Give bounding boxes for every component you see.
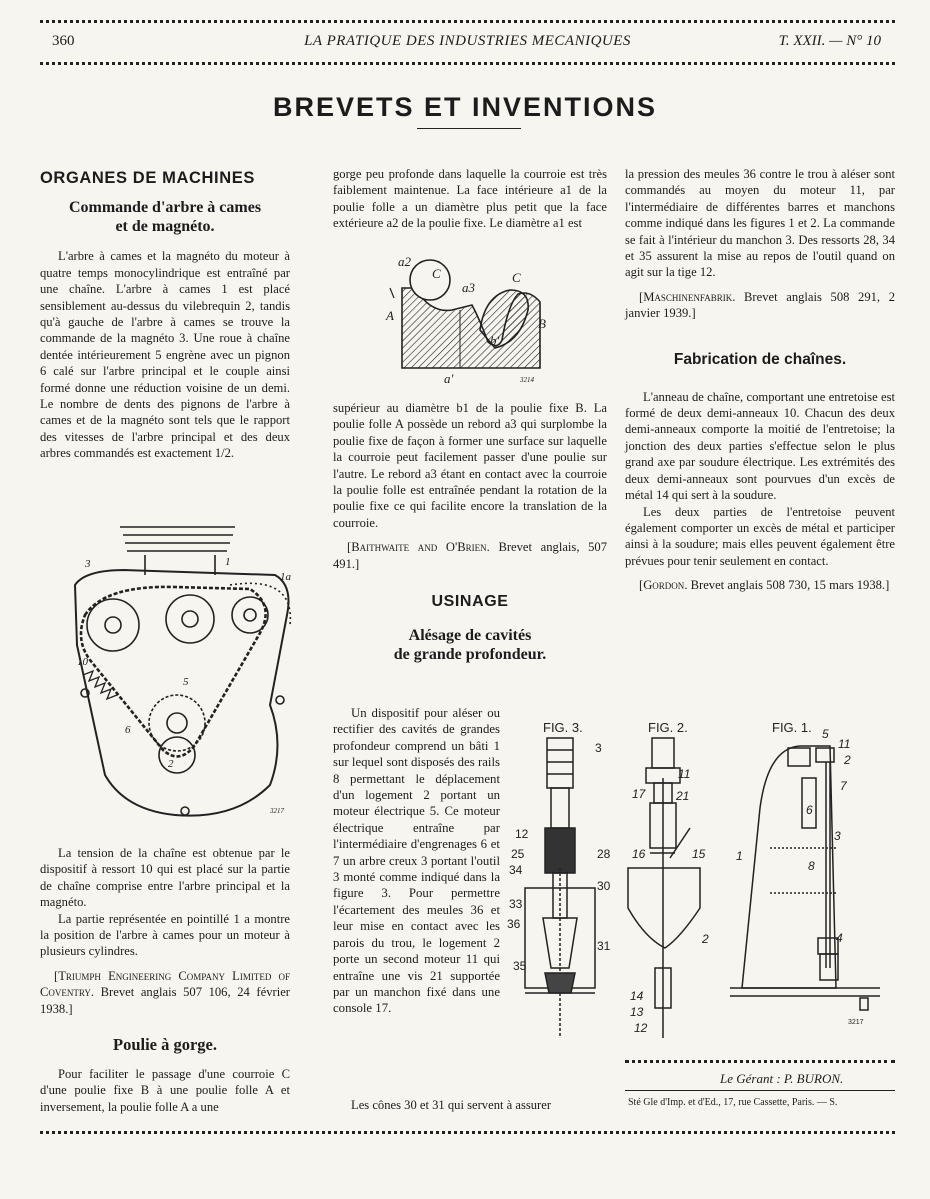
header-dotted-rule-top: [40, 20, 895, 23]
fig1-label-11: 11: [838, 737, 851, 751]
figure-2-boring-head: [620, 718, 730, 1048]
fig1-label-7: 7: [840, 779, 847, 793]
column-2: [333, 166, 607, 232]
fig1-label-8: 8: [808, 859, 815, 873]
reference-baithwaite-detail: Brevet anglais, 507 491.: [333, 540, 608, 571]
fig2-label-11: 11: [678, 767, 691, 781]
subtitle-alesage-line2: de grande profondeur.: [393, 646, 547, 664]
reference-gordon: [Gordon. Brevet anglais 508 730, 15 mars 1938.]: [639, 578, 890, 593]
fig1-label-3: 3: [834, 829, 841, 843]
column-2-bottom: [333, 1097, 607, 1113]
fig2-label-2: 2: [702, 932, 709, 946]
paragraph-commande: L'arbre à cames et la magnéto du moteur à quatre temps monocylindrique est entraîné par une chaîne. L'arbre à cames 1 est placé sensiblement au-dessus du vilebrequin 2, tandis qu'à gauche de l'arbre à cames se trouve la commande de la magnéto 3. Une roue à chaîne dentée intérieurement 5 engrène avec un pignon 6 calé sur l'arbre principal et le couple ainsi formé donne une réduction voisine de un demi. Le nombre de dents des pignons de l'arbre à cames et de la magnéto sont tels que le rapport des vitesses de l'arbre principal et des deux arbres commandés est exactement 1/2.: [40, 249, 290, 461]
paragraph-pression: la pression des meules 36 contre le trou à aléser sont commandés au moyen du moteur 11, par l'intermédiaire de différentes barres et manchons comme indiqué dans les figures 1 et 2. La commande se fait à l'intérieur du manchon 3. Des ressorts 28, 34 et 35 assurent la mise au repos de l'outil quand on agit sur la tige 12.: [625, 167, 895, 280]
fig2-label-12: 12: [634, 1021, 648, 1035]
fig3-label-12: 12: [515, 827, 529, 841]
fig2-title: FIG. 2.: [648, 720, 688, 735]
paragraph-pointille: La partie représentée en pointillé 1 a montre la position de l'arbre à cames pour un moteur à plusieurs cylindres.: [40, 911, 290, 959]
figure-3-boring-tool: [505, 718, 620, 1058]
reference-triumph: [Triumph Engineering Company Limited of Coventry. Brevet anglais 507 106, 24 février 1938.]: [40, 968, 290, 1016]
paragraph-gorge: gorge peu profonde dans laquelle la courroie est très faiblement maintenue. La face intérieure a1 de la poulie folle a un diamètre plus petit que la face extérieure a2 de la poulie fixe. Le diamètre a1 est: [333, 167, 607, 231]
gerant-dotted-rule: [625, 1060, 895, 1063]
header-dotted-rule-bottom: [40, 62, 895, 65]
column-2-alesage: [333, 705, 500, 1017]
fig3-label-30: 30: [597, 879, 611, 893]
fig3-label-3: 3: [595, 741, 602, 755]
reference-maschinenfabrik: [Maschinenfabrik. Brevet anglais 508 291, 2 janvier 1939.]: [625, 289, 896, 321]
journal-title: LA PRATIQUE DES INDUSTRIES MECANIQUES: [304, 33, 631, 49]
pulley-label-b1: b': [490, 333, 500, 348]
fig3-label-34: 34: [509, 863, 523, 877]
engine-label-1: 1: [225, 556, 231, 568]
title-underline: [417, 128, 521, 129]
fig3-label-36: 36: [507, 917, 521, 931]
page-number: 360: [52, 33, 75, 49]
figure-engine-chain-drive: [65, 515, 305, 825]
engine-label-1a: 1a: [280, 571, 291, 583]
fig2-label-17: 17: [632, 787, 646, 801]
engine-label-6: 6: [125, 724, 131, 736]
fig1-label-1: 1: [736, 849, 743, 863]
fig1-label-6: 6: [806, 803, 813, 817]
subtitle-chaines: Fabrication de chaînes.: [673, 350, 847, 368]
reference-triumph-name: Triumph Engineering Company Limited of Coventry: [40, 968, 290, 1000]
paragraph-anneau: L'anneau de chaîne, comportant une entretoise est formé de deux demi-anneaux 10. Chacun des deux demi-anneaux comporte la moitié de l'entretoise; la jonction des deux parties s'effectue selon le plus grand axe par soudure électrique. Les extrémités des deux demi-anneaux sont pourvues d'un excès de métal 14 qui sert à la soudure.: [625, 389, 895, 503]
engine-label-5: 5: [183, 676, 189, 688]
subtitle-poulie: Poulie à gorge.: [112, 1035, 218, 1055]
fig1-label-4: 4: [836, 931, 843, 945]
gerant-rule: [625, 1090, 895, 1091]
fig3-label-25: 25: [511, 847, 525, 861]
paragraph-poulie: Pour faciliter le passage d'une courroie C d'une poulie fixe B à une poulie folle A et inversement, la poulie folle A a une: [40, 1067, 290, 1114]
pulley-label-a3: a3: [462, 280, 475, 295]
fig3-label-35: 35: [513, 959, 527, 973]
fig3-label-31: 31: [597, 939, 611, 953]
printer-line: Sté Gle d'Imp. et d'Ed., 17, rue Cassette, Paris. — S.: [628, 1097, 838, 1108]
pulley-label-a: A: [386, 308, 394, 323]
volume-number: T. XXII. — N° 10: [778, 33, 881, 49]
fig1-title: FIG. 1.: [772, 720, 812, 735]
footer-dotted-rule: [40, 1131, 895, 1134]
fig3-label-33: 33: [509, 897, 523, 911]
subtitle-commande-line1: Commande d'arbre à cames: [68, 199, 262, 217]
fig1-plate-number: 3217: [848, 1019, 864, 1026]
section-heading-usinage: USINAGE: [431, 593, 509, 611]
subtitle-alesage-line1: Alésage de cavités: [408, 627, 532, 645]
fig2-label-13: 13: [630, 1005, 644, 1019]
paragraph-entretoise: Les deux parties de l'entretoise peuvent également comporter un excès de métal et participer ainsi à la soudure; mais elles peuvent également être prévues pour tenir seulement en contact.: [625, 504, 895, 568]
column-3: [625, 166, 895, 594]
reference-triumph-detail: Brevet anglais 507 106, 24 février 1938.: [40, 985, 290, 1016]
column-2-middle: [333, 400, 607, 664]
engine-plate-number: 3217: [270, 807, 284, 815]
fig1-label-2: 2: [844, 753, 851, 767]
reference-gordon-detail: Brevet anglais 508 730, 15 mars 1938.: [690, 578, 886, 593]
paragraph-cones: Les cônes 30 et 31 qui servent à assurer: [351, 1098, 552, 1112]
paragraph-alesage: Un dispositif pour aléser ou rectifier des cavités de grandes profondeur comprend un bâti 1 sur lequel sont disposés des rails 8 permettant le déplacement d'un logement 2 portant un moteur électrique 5. Ce moteur électrique entraîne par l'intermédiaire d'engrenages 6 et 7 un arbre creux 3 portant l'outil 3 monté comme indiqué dans la figure 3. Pour permettre l'écartement des meules 36 et leur mise en contact avec les parois du trou, le logement 2 porte un second moteur 11 qui entraîne une vis 21 supportée par un manchon fixé dans une console 17.: [333, 706, 500, 1016]
pulley-label-c-right: C: [512, 270, 521, 285]
page-title: BREVETS ET INVENTIONS: [272, 92, 658, 122]
fig1-label-5: 5: [822, 727, 829, 741]
paragraph-tension: La tension de la chaîne est obtenue par le dispositif à ressort 10 qui est placé sur la partie de chaîne comprise entre l'arbre principal et la magnéto.: [40, 846, 290, 910]
paragraph-superieur: supérieur au diamètre b1 de la poulie fixe B. La poulie folle A possède un rebord a3 qui surplombe la poulie fixe de façon à former une surface sur laquelle la courroie peut facilement passer d'une poulie sur l'autre. Le rebord a3 étant en contact avec la courroie la poulie folle est entraînée pendant la rotation de la poulie fixe ce qui facilite encore la translation de la courroie.: [333, 401, 607, 530]
figure-pulley-section: [380, 250, 555, 390]
subtitle-commande-line2: et de magnéto.: [115, 218, 215, 236]
pulley-label-c-left: C: [432, 266, 441, 281]
column-1-lower: [40, 845, 290, 1115]
engine-label-10: 10: [77, 656, 88, 668]
figure-1-machine-frame: [730, 718, 890, 1038]
engine-label-3: 3: [85, 558, 91, 570]
fig3-title: FIG. 3.: [543, 720, 583, 735]
reference-baithwaite: [Baithwaite and O'Brien. Brevet anglais, 507 491.]: [333, 540, 608, 571]
gerant-line: Le Gérant : P. BURON.: [720, 1071, 844, 1086]
pulley-label-b: B: [538, 316, 546, 331]
fig2-label-14: 14: [630, 989, 644, 1003]
reference-maschinenfabrik-name: Maschinenfabrik: [643, 289, 733, 304]
reference-maschinenfabrik-detail: Brevet anglais 508 291, 2 janvier 1939.: [625, 289, 896, 321]
reference-baithwaite-name: Baithwaite and O'Brien: [351, 540, 487, 555]
pulley-label-a2: a2: [398, 254, 411, 269]
fig2-label-15: 15: [692, 847, 706, 861]
pulley-plate-number: 3214: [520, 376, 534, 384]
pulley-label-a1: a': [444, 371, 454, 386]
reference-gordon-name: Gordon: [643, 578, 685, 593]
fig2-label-16: 16: [632, 847, 646, 861]
column-1: [40, 170, 290, 462]
running-header: [40, 33, 895, 53]
fig3-label-28: 28: [597, 847, 611, 861]
fig2-label-21: 21: [676, 789, 690, 803]
engine-label-2: 2: [168, 758, 174, 770]
section-heading-organes: ORGANES DE MACHINES: [40, 169, 255, 187]
